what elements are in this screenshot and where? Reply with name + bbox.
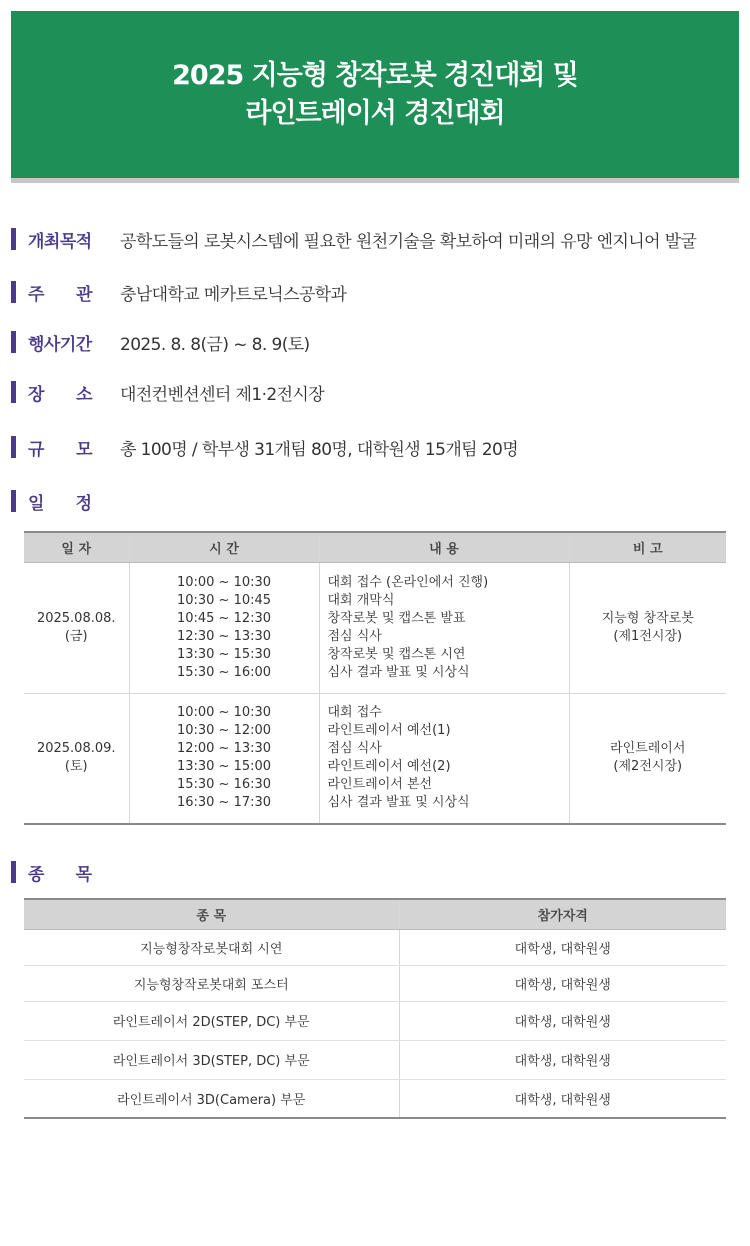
time-cell bbox=[129, 693, 319, 824]
info-label: 개최목적 bbox=[28, 231, 92, 252]
info-label-char: 장 bbox=[28, 384, 44, 405]
info-label-char: 모 bbox=[76, 439, 92, 460]
table-row bbox=[24, 1079, 726, 1118]
note-text: 라인트레이서 bbox=[610, 741, 686, 757]
day-text: (금) bbox=[64, 628, 88, 644]
table-row bbox=[24, 1040, 726, 1079]
note-cell bbox=[569, 562, 726, 693]
date-text: 2025.08.08. bbox=[36, 610, 116, 626]
section-label-char: 목 bbox=[75, 864, 92, 885]
table-header-row bbox=[24, 532, 726, 562]
info-label: 행사기간 bbox=[28, 334, 92, 355]
time-text: 10:00 ~ 10:30 bbox=[176, 574, 272, 590]
col-header-content: 내 용 bbox=[319, 532, 569, 562]
event-eligibility: 대학생, 대학원생 bbox=[399, 965, 726, 1001]
info-label bbox=[28, 380, 92, 405]
section-label bbox=[28, 860, 92, 885]
event-name: 지능형창작로봇대회 시연 bbox=[24, 929, 399, 965]
table-row bbox=[24, 1001, 726, 1040]
time-text: 13:30 ~ 15:30 bbox=[176, 646, 272, 662]
time-text: 15:30 ~ 16:00 bbox=[176, 664, 272, 680]
table-row bbox=[24, 693, 726, 824]
note-cell bbox=[569, 693, 726, 824]
section-bar bbox=[11, 436, 16, 458]
page-title-line-1: 2025 지능형 창작로봇 경진대회 및 bbox=[172, 59, 578, 91]
section-label-char: 일 bbox=[28, 493, 45, 514]
event-eligibility: 대학생, 대학원생 bbox=[399, 1079, 726, 1118]
time-text: 12:00 ~ 13:30 bbox=[176, 741, 272, 757]
section-bar bbox=[11, 861, 16, 883]
info-label bbox=[28, 435, 92, 460]
section-bar bbox=[11, 331, 16, 353]
time-cell bbox=[129, 562, 319, 693]
info-host bbox=[11, 281, 346, 303]
section-bar bbox=[11, 228, 16, 250]
info-value: 2025. 8. 8(금) ~ 8. 9(토) bbox=[120, 334, 310, 355]
col-header-event: 종 목 bbox=[24, 899, 399, 929]
info-label-char: 주 bbox=[28, 284, 44, 305]
section-label-char: 종 bbox=[28, 864, 45, 885]
section-bar bbox=[11, 490, 16, 512]
events-table bbox=[24, 898, 726, 1119]
content-text: 점심 식사 bbox=[327, 741, 382, 757]
section-label-char: 정 bbox=[75, 493, 92, 514]
col-header-note: 비 고 bbox=[569, 532, 726, 562]
table-row bbox=[24, 965, 726, 1001]
content-text: 라인트레이서 예선(1) bbox=[327, 723, 451, 739]
content-text: 창작로봇 및 캡스톤 시연 bbox=[327, 646, 466, 662]
content-cell bbox=[319, 693, 569, 824]
content-text: 대회 접수 bbox=[327, 705, 382, 721]
note-text: 지능형 창작로봇 bbox=[601, 610, 694, 626]
content-text: 심사 결과 발표 및 시상식 bbox=[327, 795, 470, 811]
info-label bbox=[28, 280, 92, 305]
date-text: 2025.08.09. bbox=[36, 741, 116, 757]
col-header-date: 일 자 bbox=[24, 532, 129, 562]
events-section-title bbox=[11, 861, 92, 883]
content-text: 라인트레이서 예선(2) bbox=[327, 759, 451, 775]
info-purpose bbox=[11, 228, 696, 250]
time-text: 12:30 ~ 13:30 bbox=[176, 628, 272, 644]
event-eligibility: 대학생, 대학원생 bbox=[399, 929, 726, 965]
event-eligibility: 대학생, 대학원생 bbox=[399, 1001, 726, 1040]
event-name: 지능형창작로봇대회 포스터 bbox=[24, 965, 399, 1001]
content-text: 대회 개막식 bbox=[327, 592, 395, 608]
info-value: 충남대학교 메카트로닉스공학과 bbox=[120, 284, 347, 305]
time-text: 13:30 ~ 15:00 bbox=[176, 759, 272, 775]
title-banner bbox=[11, 11, 739, 183]
table-row bbox=[24, 929, 726, 965]
table-row bbox=[24, 562, 726, 693]
info-value: 총 100명 / 학부생 31개팀 80명, 대학원생 15개팀 20명 bbox=[120, 439, 519, 460]
info-scale bbox=[11, 436, 518, 458]
info-period bbox=[11, 331, 310, 353]
section-bar bbox=[11, 281, 16, 303]
info-label-char: 소 bbox=[76, 384, 92, 405]
content-text: 라인트레이서 본선 bbox=[327, 777, 433, 793]
event-name: 라인트레이서 2D(STEP, DC) 부문 bbox=[24, 1001, 399, 1040]
time-text: 10:45 ~ 12:30 bbox=[176, 610, 272, 626]
content-text: 점심 식사 bbox=[327, 628, 382, 644]
time-text: 10:30 ~ 10:45 bbox=[176, 592, 272, 608]
content-text: 심사 결과 발표 및 시상식 bbox=[327, 664, 470, 680]
time-text: 10:30 ~ 12:00 bbox=[176, 723, 272, 739]
event-eligibility: 대학생, 대학원생 bbox=[399, 1040, 726, 1079]
event-name: 라인트레이서 3D(STEP, DC) 부문 bbox=[24, 1040, 399, 1079]
info-value: 공학도들의 로봇시스템에 필요한 원천기술을 확보하여 미래의 유망 엔지니어 발굴 bbox=[120, 231, 697, 252]
time-text: 15:30 ~ 16:30 bbox=[176, 777, 272, 793]
note-subtext: (제1전시장) bbox=[613, 628, 683, 644]
date-cell bbox=[24, 693, 129, 824]
col-header-eligibility: 참가자격 bbox=[399, 899, 726, 929]
content-text: 대회 접수 (온라인에서 진행) bbox=[327, 574, 489, 590]
schedule-table bbox=[24, 531, 726, 825]
col-header-time: 시 간 bbox=[129, 532, 319, 562]
schedule-section-title bbox=[11, 490, 92, 512]
day-text: (토) bbox=[64, 759, 88, 775]
event-name: 라인트레이서 3D(Camera) 부문 bbox=[24, 1079, 399, 1118]
table-header-row bbox=[24, 899, 726, 929]
page-title-line-2: 라인트레이서 경진대회 bbox=[245, 97, 505, 129]
content-cell bbox=[319, 562, 569, 693]
content-text: 창작로봇 및 캡스톤 발표 bbox=[327, 610, 466, 626]
date-cell bbox=[24, 562, 129, 693]
time-text: 10:00 ~ 10:30 bbox=[176, 705, 272, 721]
info-label-char: 관 bbox=[76, 284, 92, 305]
info-label-char: 규 bbox=[28, 439, 44, 460]
note-subtext: (제2전시장) bbox=[613, 759, 683, 775]
info-value: 대전컨벤션센터 제1·2전시장 bbox=[120, 384, 325, 405]
time-text: 16:30 ~ 17:30 bbox=[176, 795, 272, 811]
section-label bbox=[28, 489, 92, 514]
info-venue bbox=[11, 381, 324, 403]
section-bar bbox=[11, 381, 16, 403]
